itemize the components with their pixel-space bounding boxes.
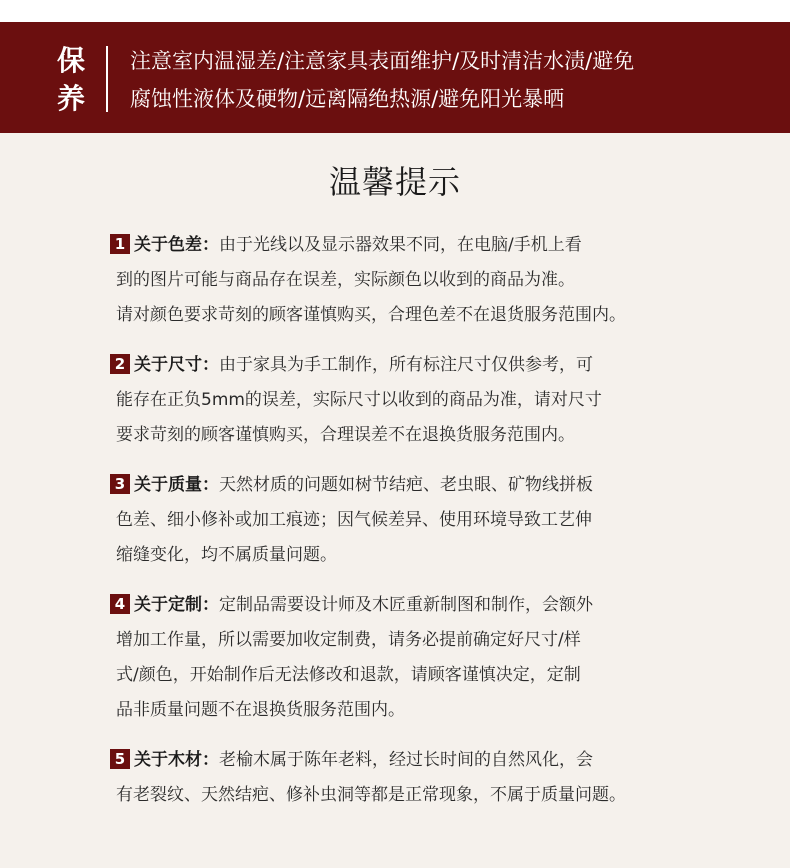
top-strip: [0, 0, 790, 22]
note-text: 增加工作量，所以需要加收定制费，请务必提前确定好尺寸/样: [116, 630, 581, 650]
note-heading: 关于尺寸：: [134, 355, 219, 375]
note-heading: 关于色差：: [134, 235, 219, 255]
note-text: 由于光线以及显示器效果不同，在电脑/手机上看: [219, 235, 582, 255]
note-text: 到的图片可能与商品存在误差，实际颜色以收到的商品为准。: [116, 270, 575, 290]
note-text: 天然材质的问题如树节结疤、老虫眼、矿物线拼板: [219, 475, 593, 495]
note-color: [110, 228, 710, 333]
note-text: 请对颜色要求苛刻的顾客谨慎购买，合理色差不在退货服务范围内。: [116, 305, 626, 325]
note-text: 品非质量问题不在退换货服务范围内。: [116, 700, 405, 720]
note-text: 缩缝变化，均不属质量问题。: [116, 545, 337, 565]
note-text: 有老裂纹、天然结疤、修补虫洞等都是正常现象，不属于质量问题。: [116, 785, 626, 805]
note-heading: 关于木材：: [134, 750, 219, 770]
page-title: 温馨提示: [328, 163, 461, 201]
note-quality: [110, 468, 710, 573]
note-text: 定制品需要设计师及木匠重新制图和制作，会额外: [219, 595, 593, 615]
note-wood: [110, 743, 710, 813]
notes-list: [110, 228, 710, 828]
care-tag-char: 养: [56, 82, 85, 115]
care-tag: [54, 42, 88, 118]
note-number-badge: 5: [110, 749, 130, 769]
note-heading: 关于质量：: [134, 475, 219, 495]
note-number-badge: 3: [110, 474, 130, 494]
note-text: 要求苛刻的顾客谨慎购买，合理误差不在退换货服务范围内。: [116, 425, 575, 445]
care-line: 腐蚀性液体及硬物/远离隔绝热源/避免阳光暴晒: [130, 87, 565, 111]
care-line: 注意室内温湿差/注意家具表面维护/及时清洁水渍/避免: [130, 49, 635, 73]
note-text: 能存在正负5mm的误差，实际尺寸以收到的商品为准，请对尺寸: [116, 390, 602, 410]
note-number-badge: 4: [110, 594, 130, 614]
banner-divider: [106, 46, 108, 112]
note-text: 式/颜色，开始制作后无法修改和退款，请顾客谨慎决定，定制: [116, 665, 581, 685]
note-size: [110, 348, 710, 453]
note-text: 由于家具为手工制作，所有标注尺寸仅供参考，可: [219, 355, 593, 375]
note-custom: [110, 588, 710, 728]
care-tag-char: 保: [56, 44, 85, 77]
note-number-badge: 2: [110, 354, 130, 374]
note-text: 老榆木属于陈年老料，经过长时间的自然风化，会: [219, 750, 593, 770]
note-text: 色差、细小修补或加工痕迹；因气候差异、使用环境导致工艺伸: [116, 510, 592, 530]
care-instructions: [130, 42, 750, 118]
note-number-badge: 1: [110, 234, 130, 254]
note-heading: 关于定制：: [134, 595, 219, 615]
